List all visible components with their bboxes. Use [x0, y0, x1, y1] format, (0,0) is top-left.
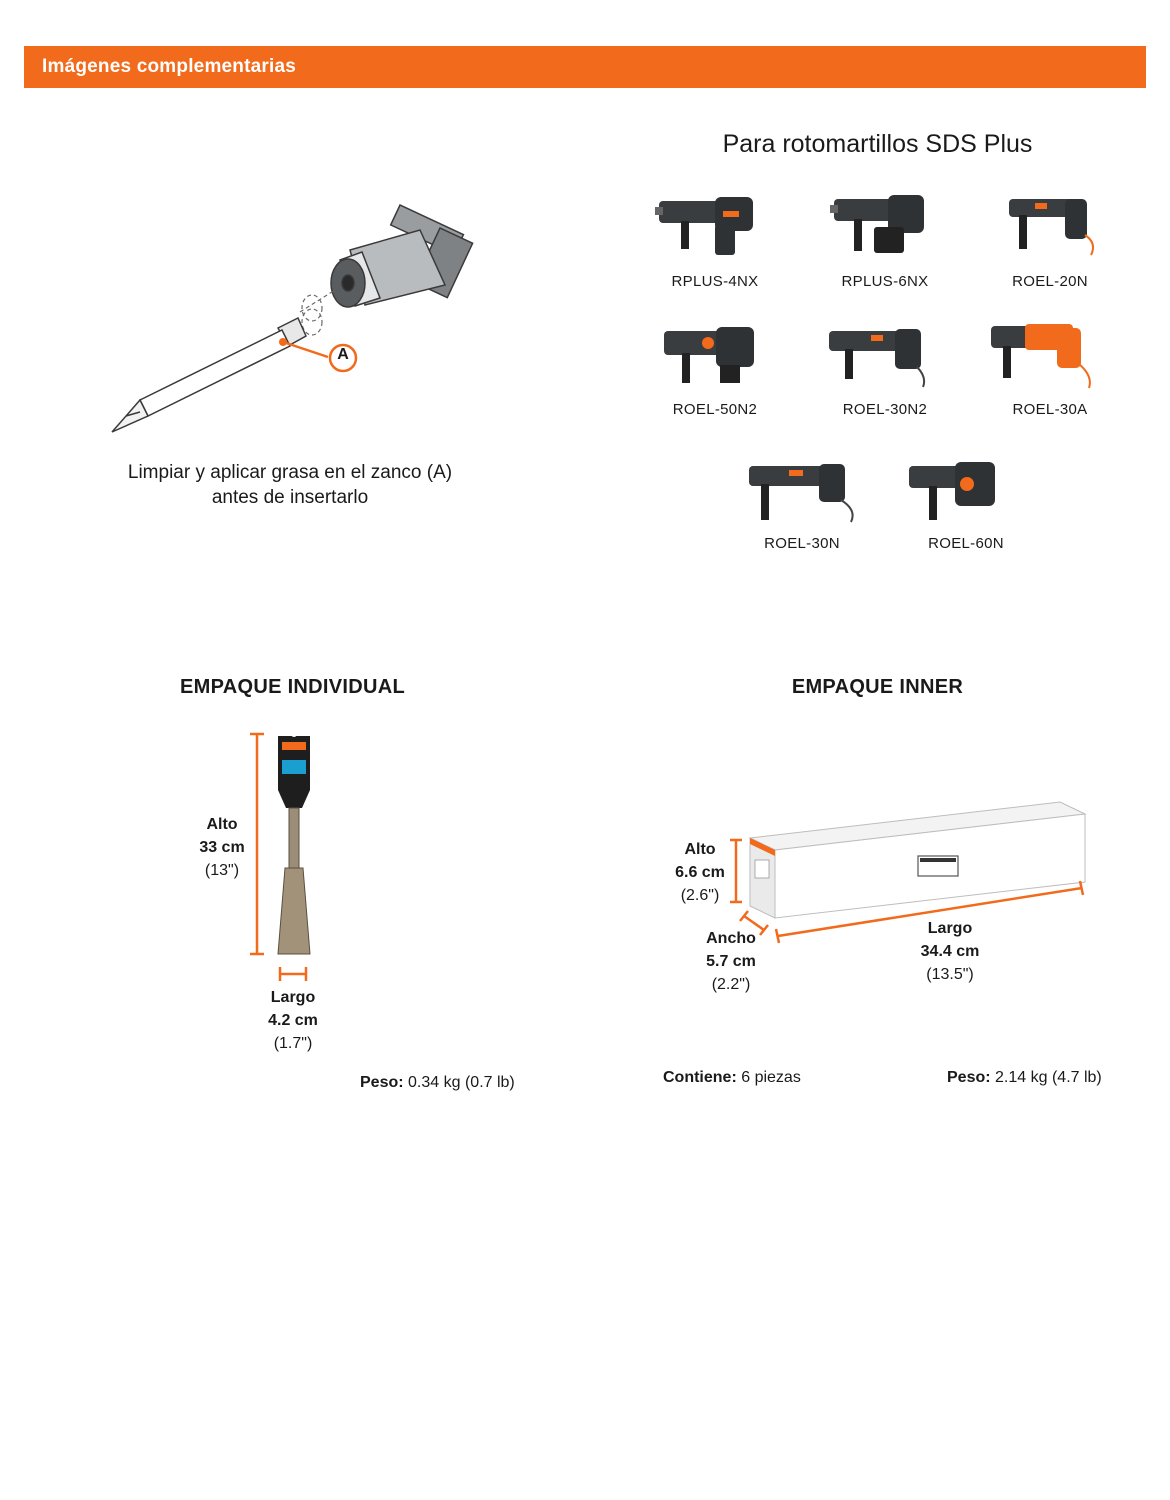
compat-title: Para rotomartillos SDS Plus: [722, 130, 1033, 158]
tool-image-roel-30n: [745, 460, 860, 525]
individual-title: EMPAQUE INDIVIDUAL: [179, 676, 406, 698]
inner-contiene: [663, 1069, 801, 1087]
tool-label-roel-30n: ROEL-30N: [764, 535, 840, 552]
tool-image-rplus-4nx: [655, 195, 760, 260]
inner-largo-label: Largo: [927, 920, 973, 937]
inner-alto-imperial: (2.6"): [680, 887, 720, 904]
tool-label-roel-30a: ROEL-30A: [1012, 401, 1088, 418]
section-header-title: Imágenes complementarias: [42, 56, 297, 77]
tool-label-rplus-6nx: RPLUS-6NX: [841, 273, 929, 290]
install-caption-line2: antes de insertarlo: [211, 487, 369, 508]
section-header: [24, 46, 1146, 88]
inner-contiene-value: 6 piezas: [741, 1069, 801, 1086]
tool-label-roel-50n2: ROEL-50N2: [672, 401, 758, 418]
inner-alto-metric: 6.6 cm: [675, 864, 725, 881]
tool-label-roel-30n2: ROEL-30N2: [842, 401, 928, 418]
individual-peso: [360, 1074, 515, 1092]
tool-image-roel-30a: [985, 320, 1095, 390]
chisel-install-illustration: [100, 190, 490, 440]
individual-peso-label: Peso:: [360, 1074, 404, 1091]
inner-alto-label: Alto: [684, 841, 716, 858]
install-caption-line1: Limpiar y aplicar grasa en el zanco (A): [127, 462, 453, 483]
tool-image-roel-30n2: [825, 325, 930, 390]
inner-peso: [947, 1069, 1102, 1087]
individual-alto-metric: 33 cm: [199, 839, 245, 856]
install-caption: [90, 460, 490, 510]
inner-alto-dimension: [662, 838, 738, 907]
tool-image-roel-60n: [905, 460, 1005, 525]
inner-title: EMPAQUE INNER: [791, 676, 964, 698]
individual-alto-label: Alto: [206, 816, 238, 833]
individual-alto-imperial: (13"): [204, 862, 240, 879]
individual-largo-dimension: [248, 986, 338, 1055]
individual-largo-label: Largo: [270, 989, 316, 1006]
tool-image-rplus-6nx: [830, 195, 930, 260]
tool-image-roel-20n: [1005, 195, 1105, 260]
inner-ancho-imperial: (2.2"): [711, 976, 751, 993]
callout-a: A: [337, 346, 349, 363]
tool-label-roel-60n: ROEL-60N: [928, 535, 1004, 552]
inner-largo-metric: 34.4 cm: [920, 943, 980, 960]
inner-peso-value: 2.14 kg (4.7 lb): [995, 1069, 1102, 1086]
inner-ancho-label: Ancho: [706, 930, 756, 947]
tool-image-roel-50n2: [660, 325, 760, 390]
inner-peso-label: Peso:: [947, 1069, 991, 1086]
individual-largo-metric: 4.2 cm: [268, 1012, 318, 1029]
inner-largo-imperial: (13.5"): [926, 966, 974, 983]
tool-label-rplus-4nx: RPLUS-4NX: [671, 273, 759, 290]
individual-alto-dimension: [180, 813, 264, 882]
individual-peso-value: 0.34 kg (0.7 lb): [408, 1074, 515, 1091]
inner-ancho-dimension: [690, 927, 772, 996]
inner-ancho-metric: 5.7 cm: [706, 953, 756, 970]
inner-contiene-label: Contiene:: [663, 1069, 737, 1086]
inner-largo-dimension: [900, 917, 1000, 986]
individual-largo-imperial: (1.7"): [273, 1035, 313, 1052]
tool-label-roel-20n: ROEL-20N: [1012, 273, 1088, 290]
